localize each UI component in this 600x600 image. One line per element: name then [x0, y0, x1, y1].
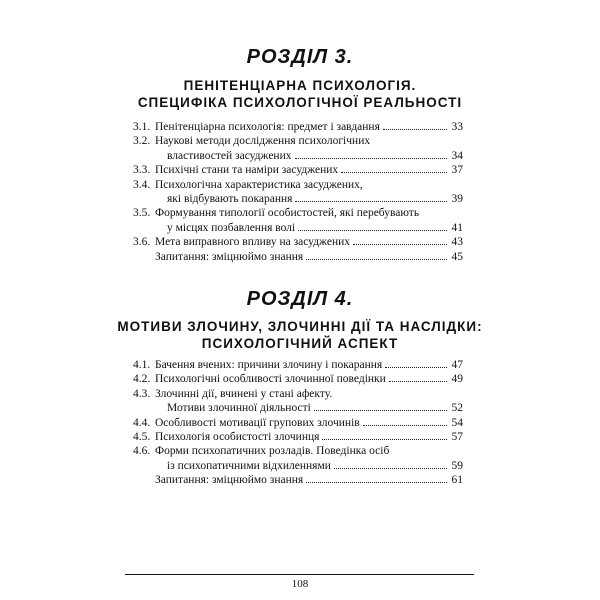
section-4-heading: РОЗДІЛ 4. — [246, 288, 354, 310]
dot-leader — [389, 380, 447, 382]
dot-leader — [306, 258, 447, 260]
toc-entry[interactable] — [133, 206, 463, 235]
dot-leader — [314, 409, 447, 411]
section-4-toc — [133, 358, 463, 488]
toc-entry-title: які відбувають покарання — [167, 192, 293, 205]
toc-entry-page: 49 — [451, 373, 463, 386]
dot-leader — [353, 243, 447, 245]
dot-leader — [298, 229, 447, 231]
toc-entry-page: 34 — [451, 149, 463, 162]
toc-entry-line — [133, 206, 463, 220]
toc-entry-title: Запитання: зміцнюймо знання — [155, 474, 304, 487]
dot-leader — [295, 157, 448, 159]
toc-entry-page: 41 — [451, 221, 463, 234]
toc-entry-page: 39 — [451, 192, 463, 205]
toc-entry[interactable] — [133, 120, 463, 134]
toc-entry-title: Психологія особистості злочинця — [155, 430, 320, 443]
toc-entry-page: 45 — [451, 250, 463, 263]
toc-entry-page: 57 — [451, 430, 463, 443]
toc-entry-title: Пенітенціарна психологія: предмет і завдання — [155, 121, 380, 133]
toc-entry[interactable] — [133, 134, 463, 163]
dot-leader — [383, 128, 447, 130]
toc-entry-number: 3.3. — [133, 164, 151, 177]
toc-entry-title: Психологічна характеристика засуджених, — [155, 178, 363, 191]
toc-entry-title: Психічні стани та наміри засуджених — [155, 164, 339, 177]
dot-leader — [306, 481, 447, 483]
toc-entry[interactable] — [133, 235, 463, 249]
toc-entry-title: Запитання: зміцнюймо знання — [155, 250, 304, 263]
subtitle-line: СПЕЦИФІКА ПСИХОЛОГІЧНОЇ РЕАЛЬНОСТІ — [137, 95, 463, 110]
toc-entry-title: властивостей засуджених — [167, 149, 292, 162]
toc-entry-title: Психологічні особливості злочинної поведінки — [155, 373, 386, 386]
subtitle-line: ПЕНІТЕНЦІАРНА ПСИХОЛОГІЯ. — [183, 78, 417, 93]
toc-entry-number: 3.5. — [133, 207, 151, 220]
page-number: 108 — [291, 578, 309, 590]
toc-entry-title: Форми психопатичних розладів. Поведінка осіб — [155, 445, 390, 458]
toc-entry-title: Злочинні дії, вчинені у стані афекту. — [155, 387, 333, 400]
toc-entry-line — [133, 387, 463, 401]
section-3-subtitle — [0, 77, 600, 111]
toc-entry-number: 4.5. — [133, 430, 151, 443]
toc-entry-number: 4.4. — [133, 416, 151, 429]
toc-entry-line — [133, 473, 463, 487]
toc-entry-number: 3.4. — [133, 178, 151, 191]
toc-entry-title: у місцях позбавлення волі — [167, 221, 296, 234]
toc-entry-number: 4.6. — [133, 445, 151, 458]
toc-entry[interactable] — [133, 473, 463, 487]
toc-entry-line — [133, 134, 463, 148]
toc-entry-number: 4.2. — [133, 373, 151, 386]
subtitle-line: МОТИВИ ЗЛОЧИНУ, ЗЛОЧИННІ ДІЇ ТА НАСЛІДКИ: — [117, 319, 483, 334]
toc-entry[interactable] — [133, 250, 463, 264]
toc-entry-line — [133, 250, 463, 264]
toc-entry-number: 3.6. — [133, 236, 151, 249]
dot-leader — [363, 424, 447, 426]
toc-entry-line — [133, 178, 463, 192]
toc-entry[interactable] — [133, 444, 463, 473]
toc-entry-number: 4.3. — [133, 387, 151, 400]
toc-entry[interactable] — [133, 178, 463, 207]
toc-entry-page: 43 — [451, 236, 463, 249]
toc-entry-title: Формування типології особистостей, які перебувають — [155, 207, 420, 220]
subtitle-line: ПСИХОЛОГІЧНИЙ АСПЕКТ — [201, 336, 399, 351]
toc-entry[interactable] — [133, 163, 463, 177]
section-3-heading: РОЗДІЛ 3. — [246, 46, 354, 68]
section-4-subtitle — [0, 318, 600, 352]
dot-leader — [295, 200, 447, 202]
toc-entry-title: Мотиви злочинної діяльності — [167, 402, 311, 415]
toc-entry-number: 3.1. — [133, 121, 151, 133]
toc-entry-line — [133, 149, 463, 163]
toc-entry-title: Особливості мотивації групових злочинів — [155, 416, 360, 429]
toc-entry-line — [133, 444, 463, 458]
toc-entry[interactable] — [133, 387, 463, 416]
dot-leader — [334, 467, 447, 469]
toc-entry-page: 52 — [451, 402, 463, 415]
toc-entry-line — [133, 459, 463, 473]
section-3-toc — [133, 120, 463, 264]
toc-entry-page: 37 — [451, 164, 463, 177]
dot-leader — [322, 438, 447, 440]
toc-entry-title: Мета виправного впливу на засуджених — [155, 236, 351, 249]
toc-entry-line — [133, 163, 463, 177]
toc-entry[interactable] — [133, 372, 463, 386]
toc-entry-line — [133, 235, 463, 249]
toc-entry-line — [133, 430, 463, 444]
toc-entry-title: Бачення вчених: причини злочину і покарання — [155, 359, 383, 371]
toc-entry-number: 4.1. — [133, 359, 151, 371]
toc-entry-page: 54 — [451, 416, 463, 429]
toc-entry-page: 47 — [451, 359, 463, 371]
toc-entry-line — [133, 221, 463, 235]
toc-entry-page: 61 — [451, 474, 463, 487]
toc-entry-line — [133, 192, 463, 206]
toc-entry-number: 3.2. — [133, 135, 151, 148]
footer-divider — [125, 574, 474, 575]
toc-entry-title: Наукові методи дослідження психологічних — [155, 135, 371, 148]
toc-entry-title: із психопатичними відхиленнями — [167, 459, 331, 472]
toc-entry[interactable] — [133, 430, 463, 444]
toc-entry-line — [133, 401, 463, 415]
dot-leader — [385, 366, 447, 368]
toc-entry-page: 59 — [451, 459, 463, 472]
toc-entry-line — [133, 120, 463, 134]
toc-entry[interactable] — [133, 416, 463, 430]
toc-entry-line — [133, 372, 463, 386]
toc-entry-line — [133, 416, 463, 430]
dot-leader — [341, 171, 447, 173]
toc-entry-page: 33 — [451, 121, 463, 133]
toc-entry[interactable] — [133, 358, 463, 372]
toc-entry-line — [133, 358, 463, 372]
